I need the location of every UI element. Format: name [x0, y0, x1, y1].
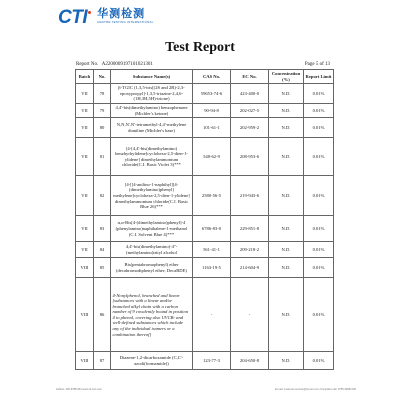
report-number [76, 62, 153, 67]
cell-concentration: N.D. [269, 242, 304, 258]
cell-cas: 1163-19-5 [193, 258, 231, 278]
substances-table [75, 69, 334, 370]
cell-cas: 561-41-1 [193, 242, 231, 258]
cell-limit: 0.01% [304, 242, 334, 258]
cell-batch: VIII [76, 278, 94, 352]
cell-no: 85 [94, 258, 111, 278]
cell-concentration: N.D. [269, 352, 304, 370]
cell-ec: - [231, 278, 269, 352]
cell-batch: VII [76, 104, 94, 118]
cell-batch: VIII [76, 352, 94, 370]
cell-substance: 4,4'-bis(dimethylamino)-4''-(methylamino)trityl alcohol [111, 242, 193, 258]
col-no: No. [94, 70, 111, 84]
cell-batch: VII [76, 176, 94, 216]
table-row [76, 104, 334, 118]
table-header-row [76, 70, 334, 84]
col-cas: CAS No. [193, 70, 231, 84]
cell-substance: α,α-Bis[4-(dimethylamino)phenyl]-4 (phenylamino)naphthalene-1-methanol (C.I. Solvent Blue 4)*** [111, 216, 193, 242]
cell-substance: [4-[4,4'-bis(dimethylamino) benzhydrylidene]cyclohexa-2,5-dien-1-ylidene] dimethylammonium chloride(C.I. Basic Violet 3)*** [111, 138, 193, 176]
cell-concentration: N.D. [269, 138, 304, 176]
cell-cas: - [193, 278, 231, 352]
logo-text [97, 8, 153, 25]
cell-batch: VII [76, 138, 94, 176]
table-row [76, 242, 334, 258]
company-logo [58, 8, 153, 28]
col-concentration: Concentration (%) [269, 70, 304, 84]
cell-concentration: N.D. [269, 216, 304, 242]
report-title: Test Report [165, 40, 235, 55]
cell-limit: 0.01% [304, 138, 334, 176]
table-row [76, 258, 334, 278]
cell-substance: 4-Nonylphenol, branched and linear [substances with a linear and/or branched alkyl chain with a carbon number of 9 covalently bound in position 4 to phenol, covering also UVCB- and well-defined substances which include any of the individual isomers or a combination thereof] [111, 278, 193, 352]
cell-batch: VIII [76, 258, 94, 278]
cell-limit: 0.01% [304, 216, 334, 242]
cell-batch: VII [76, 216, 94, 242]
cell-limit: 0.01% [304, 258, 334, 278]
cell-limit: 0.01% [304, 352, 334, 370]
cell-batch: VII [76, 84, 94, 104]
footer-right: E-mail: customer.service@cti-cert.com Complaint call: 0755-33681700 [275, 388, 356, 391]
cell-cas: 90-94-8 [193, 104, 231, 118]
page-indicator: Page 5 of 13 [304, 62, 330, 67]
cell-no: 83 [94, 216, 111, 242]
col-substance: Substance Name(s) [111, 70, 193, 84]
cell-no: 80 [94, 118, 111, 138]
cell-no: 82 [94, 176, 111, 216]
cell-substance: Diazene-1,2-dicarboxamide (C,C'-azodi(formamide)) [111, 352, 193, 370]
report-number-label: Report No. [76, 62, 99, 67]
logo-dot-icon [88, 11, 91, 14]
cell-substance: Bis(pentabromophenyl) ether (decabromodiphenyl ether; DecaBDE) [111, 258, 193, 278]
cell-ec: 209-218-2 [231, 242, 269, 258]
cell-limit: 0.01% [304, 278, 334, 352]
cell-substance: β-TGIC (1,3,5-tris[(2S and 2R)-2,3-epoxypropyl]-1,3,5-triazine-2,4,6-(1H,3H,5H)-trione) [111, 84, 193, 104]
report-number-value: A2200009197101021301 [101, 62, 153, 67]
logo-english-name: CENTRE TESTING INTERNATIONAL [97, 20, 154, 24]
cell-cas: 101-61-1 [193, 118, 231, 138]
table-row [76, 216, 334, 242]
cell-ec: 202-959-2 [231, 118, 269, 138]
table-row [76, 278, 334, 352]
cell-batch: VII [76, 118, 94, 138]
cell-concentration: N.D. [269, 104, 304, 118]
cell-ec: 208-953-6 [231, 138, 269, 176]
cell-concentration: N.D. [269, 278, 304, 352]
cell-ec: 219-943-6 [231, 176, 269, 216]
logo-mark: CTI [58, 7, 88, 28]
table-row [76, 118, 334, 138]
page-footer [56, 388, 356, 391]
cell-concentration: N.D. [269, 84, 304, 104]
table-row [76, 138, 334, 176]
cell-ec: 204-650-8 [231, 352, 269, 370]
col-ec: EC No. [231, 70, 269, 84]
table-row [76, 176, 334, 216]
cell-cas: 59653-74-6 [193, 84, 231, 104]
cell-cas: 6786-83-0 [193, 216, 231, 242]
cell-substance: 4,4'-bis(dimethylamino) benzophenone (Michler's ketone) [111, 104, 193, 118]
cell-limit: 0.01% [304, 118, 334, 138]
cell-no: 79 [94, 104, 111, 118]
cell-concentration: N.D. [269, 118, 304, 138]
table-row [76, 352, 334, 370]
cell-no: 84 [94, 242, 111, 258]
col-report-limit: Report Limit [304, 70, 334, 84]
cell-no: 78 [94, 84, 111, 104]
cell-no: 87 [94, 352, 111, 370]
cell-limit: 0.01% [304, 176, 334, 216]
cell-ec: 423-400-0 [231, 84, 269, 104]
cell-cas: 123-77-3 [193, 352, 231, 370]
cell-concentration: N.D. [269, 176, 304, 216]
cell-substance: N,N,N',N'-tetramethyl-4,4'-methylene dianiline (Michler's base) [111, 118, 193, 138]
cell-cas: 2580-56-5 [193, 176, 231, 216]
table-row [76, 84, 334, 104]
logo-chinese-name: 华测检测 [97, 7, 146, 20]
col-batch: Batch [76, 70, 94, 84]
cell-limit: 0.01% [304, 104, 334, 118]
cell-cas: 548-62-9 [193, 138, 231, 176]
footer-left: Hotline: 400-6788-333 www.cti-cert.com [56, 388, 102, 391]
cell-ec: 202-027-5 [231, 104, 269, 118]
cell-substance: [4-[[4-anilino-1-naphthyl][4-(dimethylamino)phenyl] methylene]cyclohexa-2,5-dien-1-ylidene] dimethylammonium chloride(C.I. Basic Blue 26)*** [111, 176, 193, 216]
cell-ec: 229-851-8 [231, 216, 269, 242]
cell-batch: VII [76, 242, 94, 258]
cell-no: 86 [94, 278, 111, 352]
cell-concentration: N.D. [269, 258, 304, 278]
cell-limit: 0.01% [304, 84, 334, 104]
cell-ec: 214-604-9 [231, 258, 269, 278]
cell-no: 81 [94, 138, 111, 176]
